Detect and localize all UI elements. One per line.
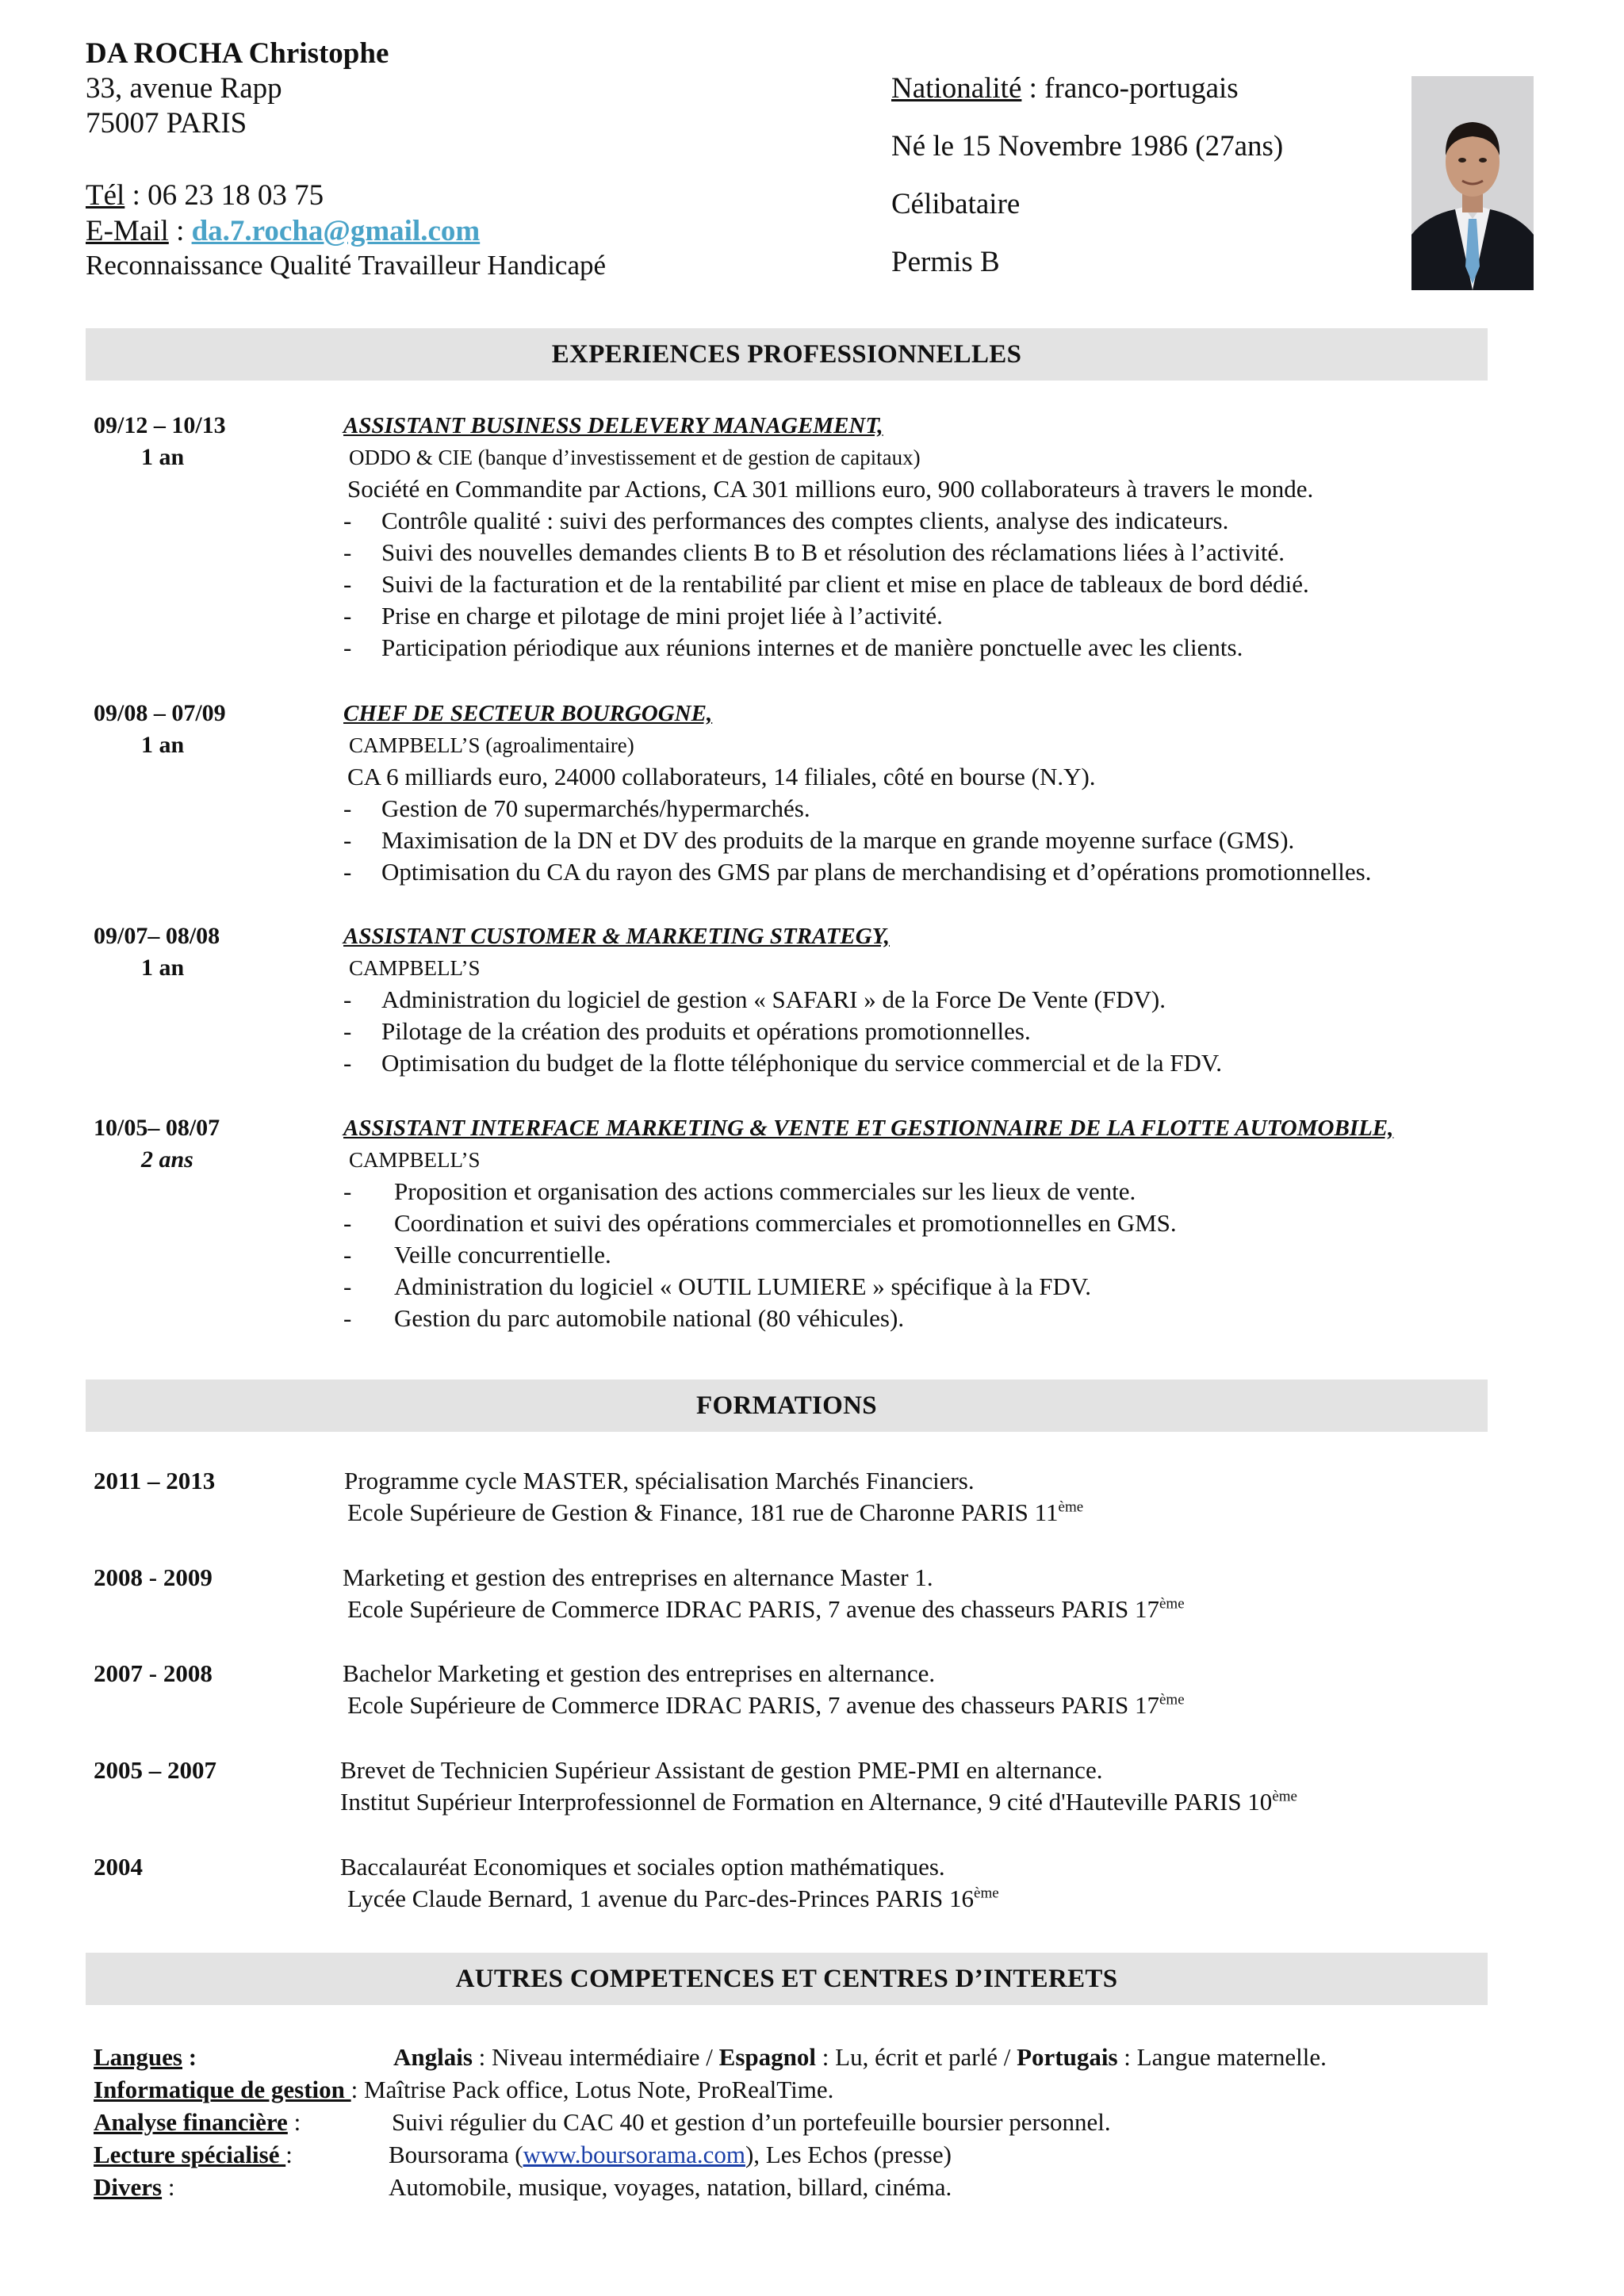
- email-line: [86, 214, 480, 249]
- it-label: Informatique de gestion: [94, 2076, 351, 2103]
- status-line: Célibataire: [891, 188, 1021, 220]
- exp-title: ASSISTANT BUSINESS DELEVERY MANAGEMENT,: [343, 413, 883, 438]
- phone-value: : 06 23 18 03 75: [124, 179, 324, 212]
- misc-row: Divers :: [94, 2173, 175, 2201]
- exp-task: - Administration du logiciel de gestion « SAFARI » de la Force De Vente (FDV).: [343, 985, 1166, 1013]
- exp-task: - Coordination et suivi des opérations commerciales et promotionnelles en GMS.: [343, 1209, 1177, 1237]
- formation-school: Ecole Supérieure de Commerce IDRAC PARIS, 7 avenue des chasseurs PARIS 17ème: [347, 1595, 1185, 1623]
- nationality-label: Nationalité: [891, 72, 1022, 105]
- email-label: E-Mail: [86, 215, 169, 247]
- reading-label: Lecture spécialisé: [94, 2141, 286, 2168]
- candidate-name: DA ROCHA Christophe: [86, 37, 389, 70]
- section-experiences-header: EXPERIENCES PROFESSIONNELLES: [86, 328, 1488, 381]
- rqth-line: Reconnaissance Qualité Travailleur Handicapé: [86, 250, 607, 281]
- formation-dates: 2004: [94, 1853, 143, 1881]
- reading-row: Lecture spécialisé :: [94, 2141, 293, 2168]
- profile-photo: [1411, 76, 1534, 290]
- phone-label: Tél: [86, 179, 125, 212]
- exp-dates: 09/07– 08/08: [94, 923, 220, 949]
- formation-dates: 2005 – 2007: [94, 1756, 216, 1784]
- exp-company: CAMPBELL’S: [349, 956, 481, 980]
- formation-dates: 2011 – 2013: [94, 1467, 216, 1494]
- portrait-image: [1411, 76, 1534, 290]
- finance-value: Suivi régulier du CAC 40 et gestion d’un portefeuille boursier personnel.: [392, 2108, 1111, 2136]
- exp-task: - Suivi des nouvelles demandes clients B to B et résolution des réclamations liées à l’activité.: [343, 538, 1285, 566]
- exp-task: - Optimisation du budget de la flotte téléphonique du service commercial et de la FDV.: [343, 1049, 1223, 1077]
- exp-task: - Gestion du parc automobile national (80 véhicules).: [343, 1304, 905, 1332]
- exp-company: CAMPBELL’S (agroalimentaire): [349, 733, 634, 757]
- exp-dates: 10/05– 08/07: [94, 1115, 220, 1141]
- exp-description: Société en Commandite par Actions, CA 301 millions euro, 900 collaborateurs à travers le monde.: [347, 475, 1314, 503]
- boursorama-link[interactable]: www.boursorama.com: [523, 2141, 745, 2168]
- address-street: 33, avenue Rapp: [86, 72, 282, 105]
- exp-task: - Pilotage de la création des produits et opérations promotionnelles.: [343, 1017, 1031, 1045]
- exp-company: CAMPBELL’S: [349, 1148, 481, 1172]
- exp-duration: 1 an: [141, 444, 185, 470]
- formation-title: Programme cycle MASTER, spécialisation Marchés Financiers.: [344, 1467, 975, 1494]
- exp-task: - Maximisation de la DN et DV des produits de la marque en grande moyenne surface (GMS).: [343, 826, 1295, 854]
- formation-dates: 2007 - 2008: [94, 1659, 213, 1687]
- formation-school: Ecole Supérieure de Commerce IDRAC PARIS, 7 avenue des chasseurs PARIS 17ème: [347, 1691, 1185, 1719]
- finance-row: Analyse financière :: [94, 2108, 301, 2136]
- license-line: Permis B: [891, 246, 1000, 278]
- formation-dates: 2008 - 2009: [94, 1563, 213, 1591]
- exp-task: - Prise en charge et pilotage de mini projet liée à l’activité.: [343, 602, 943, 629]
- exp-description: CA 6 milliards euro, 24000 collaborateurs, 14 filiales, côté en bourse (N.Y).: [347, 763, 1096, 790]
- section-autres-header: AUTRES COMPETENCES ET CENTRES D’INTERETS: [86, 1953, 1488, 2005]
- misc-label: Divers: [94, 2173, 163, 2201]
- languages-label: Langues: [94, 2043, 182, 2071]
- email-sep: :: [168, 215, 192, 247]
- exp-title: ASSISTANT CUSTOMER & MARKETING STRATEGY,: [343, 924, 890, 949]
- exp-task: - Veille concurrentielle.: [343, 1241, 611, 1269]
- exp-task: - Contrôle qualité : suivi des performances des comptes clients, analyse des indicateurs.: [343, 507, 1229, 534]
- exp-title: ASSISTANT INTERFACE MARKETING & VENTE ET GESTIONNAIRE DE LA FLOTTE AUTOMOBILE,: [343, 1115, 1394, 1141]
- formation-title: Bachelor Marketing et gestion des entreprises en alternance.: [343, 1659, 936, 1687]
- formation-title: Marketing et gestion des entreprises en alternance Master 1.: [343, 1563, 933, 1591]
- phone-line: [86, 178, 324, 213]
- languages-value: Anglais : Niveau intermédiaire / Espagnol : Lu, écrit et parlé / Portugais : Langue maternelle.: [393, 2043, 1327, 2071]
- it-value: : Maîtrise Pack office, Lotus Note, ProRealTime.: [350, 2076, 834, 2103]
- exp-task: - Suivi de la facturation et de la rentabilité par client et mise en place de tableaux de bord dédié.: [343, 570, 1309, 598]
- formation-school: Lycée Claude Bernard, 1 avenue du Parc-des-Princes PARIS 16ème: [347, 1885, 999, 1912]
- finance-label: Analyse financière: [94, 2108, 288, 2136]
- languages-row: Langues :: [94, 2043, 197, 2071]
- reading-value: Boursorama (www.boursorama.com), Les Echos (presse): [389, 2141, 952, 2168]
- exp-title: CHEF DE SECTEUR BOURGOGNE,: [343, 701, 713, 726]
- exp-task: - Proposition et organisation des actions commerciales sur les lieux de vente.: [343, 1177, 1136, 1205]
- formation-school: Institut Supérieur Interprofessionnel de Formation en Alternance, 9 cité d'Hauteville PARIS 10ème: [340, 1788, 1297, 1816]
- nationality-value: : franco-portugais: [1021, 72, 1239, 105]
- it-row: [94, 2073, 833, 2106]
- exp-duration: 1 an: [141, 732, 185, 758]
- section-formations-header: FORMATIONS: [86, 1380, 1488, 1432]
- exp-task: - Participation périodique aux réunions internes et de manière ponctuelle avec les clients.: [343, 633, 1243, 661]
- misc-value: Automobile, musique, voyages, natation, billard, cinéma.: [389, 2173, 952, 2201]
- birth-line: Né le 15 Novembre 1986 (27ans): [891, 130, 1284, 163]
- address-city: 75007 PARIS: [86, 107, 247, 140]
- exp-company: ODDO & CIE (banque d’investissement et de gestion de capitaux): [349, 446, 921, 469]
- exp-task: - Administration du logiciel « OUTIL LUMIERE » spécifique à la FDV.: [343, 1272, 1092, 1300]
- formation-title: Brevet de Technicien Supérieur Assistant de gestion PME-PMI en alternance.: [340, 1756, 1103, 1784]
- formation-school: Ecole Supérieure de Gestion & Finance, 181 rue de Charonne PARIS 11ème: [347, 1498, 1084, 1526]
- nationality-line: [891, 71, 1239, 106]
- exp-duration: 2 ans: [141, 1146, 193, 1173]
- exp-dates: 09/08 – 07/09: [94, 700, 226, 726]
- exp-task: - Gestion de 70 supermarchés/hypermarchés.: [343, 794, 810, 822]
- exp-task: - Optimisation du CA du rayon des GMS par plans de merchandising et d’opérations promotionnelles.: [343, 858, 1372, 886]
- email-link[interactable]: da.7.rocha@gmail.com: [191, 215, 481, 247]
- exp-dates: 09/12 – 10/13: [94, 412, 226, 438]
- exp-duration: 1 an: [141, 955, 185, 981]
- formation-title: Baccalauréat Economiques et sociales option mathématiques.: [340, 1853, 945, 1881]
